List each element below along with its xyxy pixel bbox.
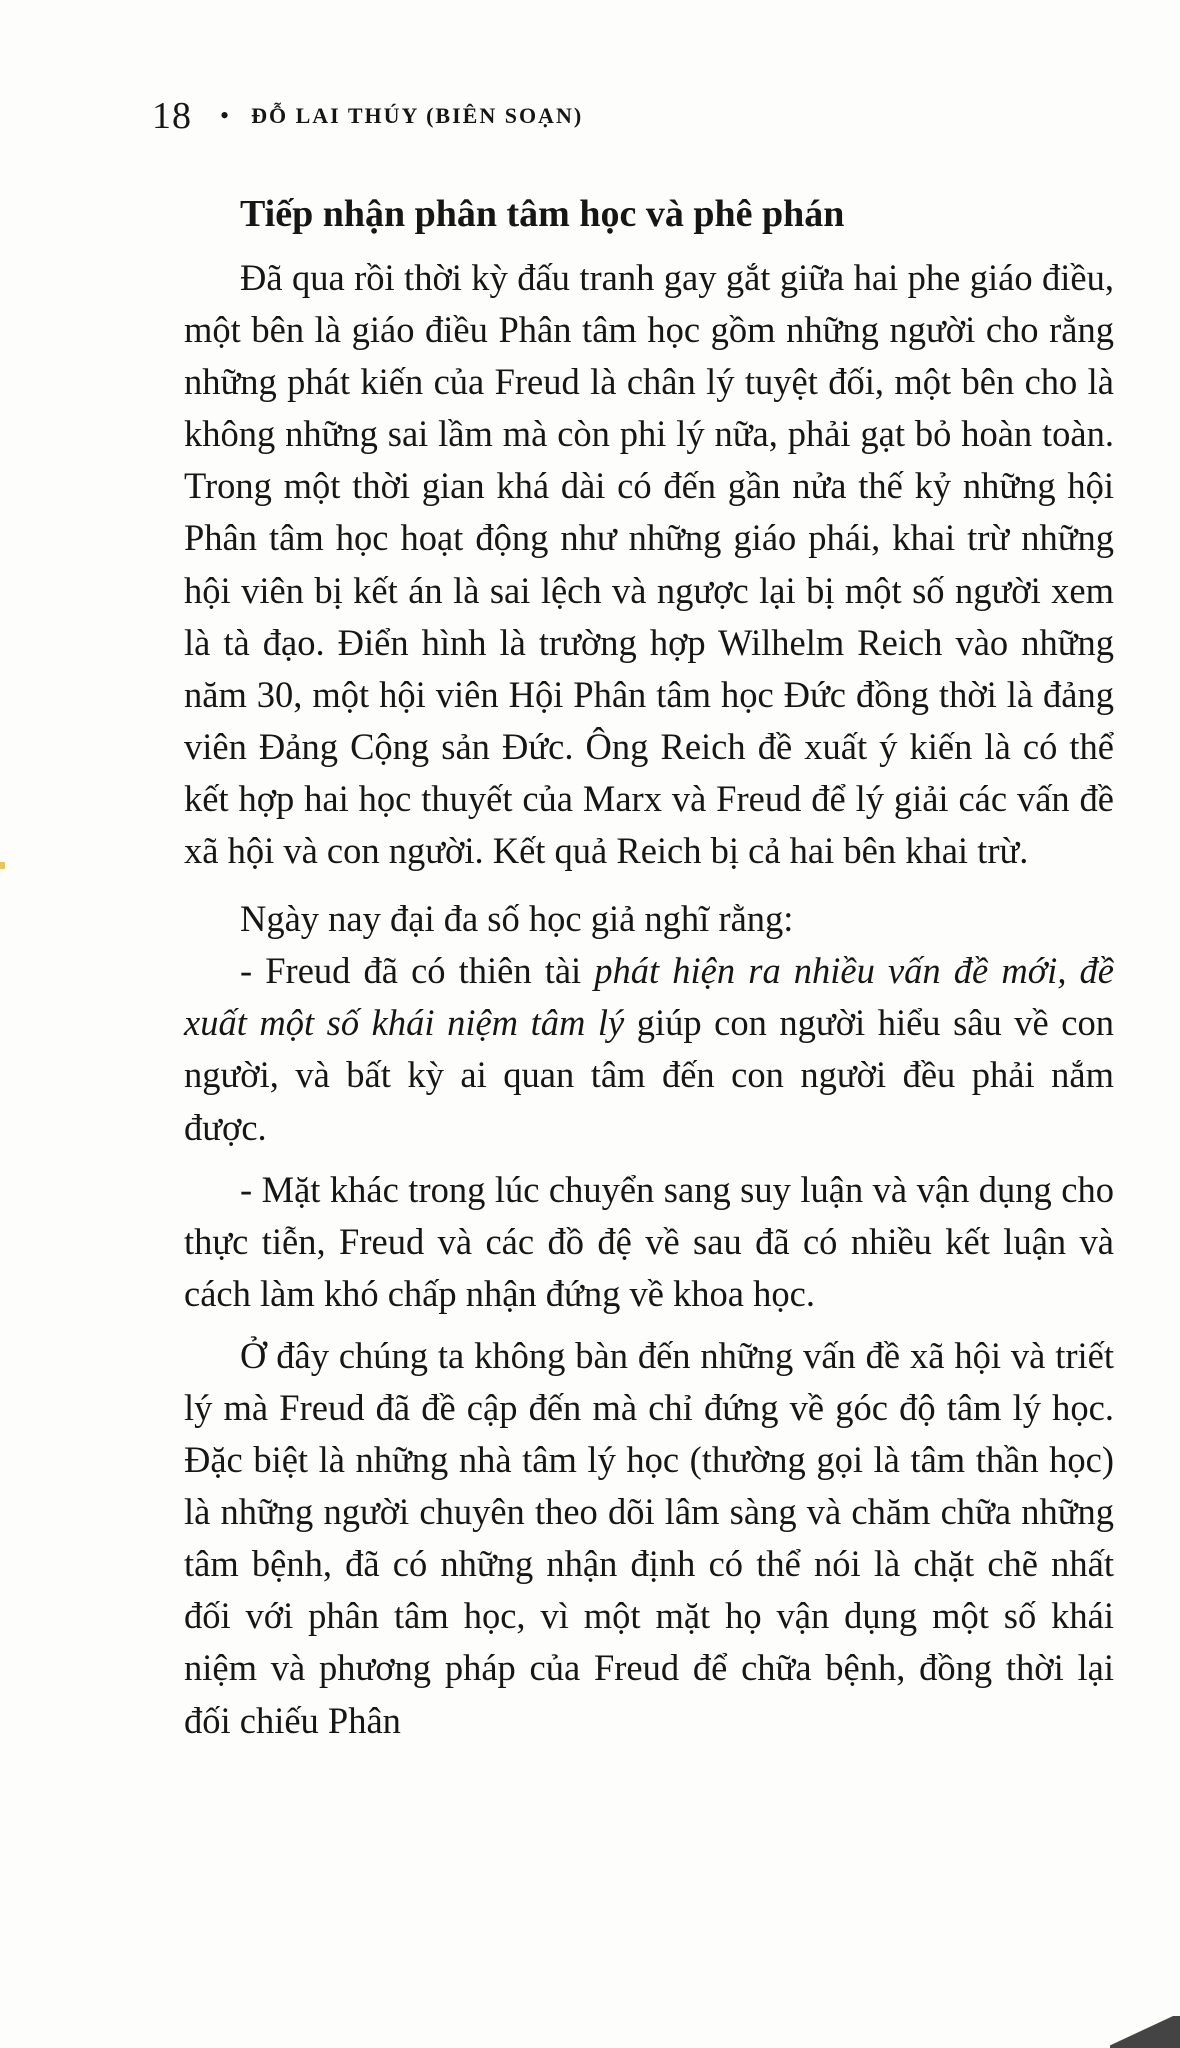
paragraph-3-start: - Freud đã có thiên tài xyxy=(240,950,595,992)
gutter-mark xyxy=(0,862,5,869)
paragraph-4: - Mặt khác trong lúc chuyển sang suy luận và vận dụng cho thực tiễn, Freud và các đồ đệ về sau đã có nhiều kết luận và cách làm khó chấp nhận đứng về khoa học. xyxy=(184,1168,1114,1314)
paragraph-3 xyxy=(184,945,1114,1153)
page-body xyxy=(184,188,1114,1747)
paragraph-1: Đã qua rồi thời kỳ đấu tranh gay gắt giữa hai phe giáo điều, một bên là giáo điều Phân tâm học gồm những người cho rằng những phát kiến của Freud là chân lý tuyệt đối, một bên cho là không những sai lầm mà còn phi lý nữa, phải gạt bỏ hoàn toàn. Trong một thời gian khá dài có đến gần nửa thế kỷ những hội Phân tâm học hoạt động như những giáo phái, khai trừ những hội viên bị kết án là sai lệch và ngược lại bị một số người xem là tà đạo. Điển hình là trường hợp Wilhelm Reich vào những năm 30, một hội viên Hội Phân tâm học Đức đồng thời là đảng viên Đảng Cộng sản Đức. Ông Reich đề xuất ý kiến là có thể kết hợp hai học thuyết của Marx và Freud để lý giải các vấn đề xã hội và con người. Kết quả Reich bị cả hai bên khai trừ. xyxy=(184,257,1114,872)
section-title: Tiếp nhận phân tâm học và phê phán xyxy=(240,193,845,235)
page-header xyxy=(152,88,583,144)
paragraph-5: Ở đây chúng ta không bàn đến những vấn đề xã hội và triết lý mà Freud đã đề cập đến mà chỉ đứng về góc độ tâm lý học. Đặc biệt là những nhà tâm lý học (thường gọi là tâm thần học) là những người chuyên theo dõi lâm sàng và chăm chữa những tâm bệnh, đã có những nhận định có thể nói là chặt chẽ nhất đối với phân tâm học, vì một mặt họ vận dụng một số khái niệm và phương pháp của Freud để chữa bệnh, đồng thời lại đối chiếu Phân xyxy=(184,1334,1114,1741)
paragraph-3-emphasis: phát hiện ra nhiều vấn đề mới, đề xuất một số khái niệm tâm lý xyxy=(184,950,1114,1044)
running-head: ĐỖ LAI THÚY (BIÊN SOẠN) xyxy=(251,103,584,128)
header-separator: • xyxy=(220,101,230,130)
page-number: 18 xyxy=(152,95,192,137)
paragraph-2: Ngày nay đại đa số học giả nghĩ rằng: xyxy=(240,898,794,940)
page-corner-shadow xyxy=(1110,2016,1180,2048)
paragraph-3-end: giúp con người hiểu sâu về con người, và bất kỳ ai quan tâm đến con người đều phải nắm được. xyxy=(184,1002,1114,1148)
